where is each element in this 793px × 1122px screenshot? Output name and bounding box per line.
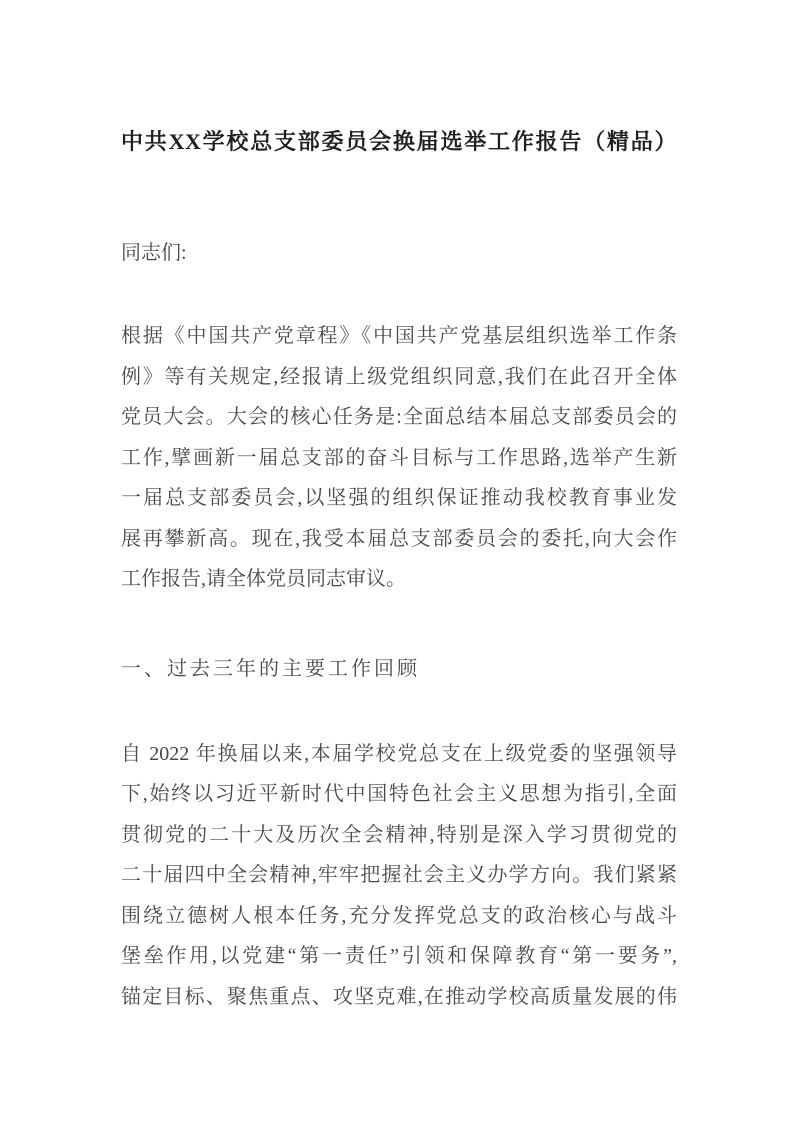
salutation-text: 同志们: — [121, 242, 187, 264]
text-line: 例》等有关规定,经报请上级党组织同意,我们在此召开全体 — [121, 365, 677, 388]
section-heading: 一、过去三年的主要工作回顾 — [121, 657, 420, 680]
text-line: 下,始终以习近平新时代中国特色社会主义思想为指引,全面 — [121, 783, 677, 805]
text-line: 工作,擘画新一届总支部的奋斗目标与工作思路,选举产生新 — [121, 446, 677, 469]
text-line: 二十届四中全会精神,牢牢把握社会主义办学方向。我们紧紧 — [121, 864, 677, 886]
text-line: 锚定目标、聚焦重点、攻坚克难,在推动学校高质量发展的伟 — [121, 985, 677, 1008]
text-line: 一届总支部委员会,以坚强的组织保证推动我校教育事业发 — [121, 487, 677, 509]
document-content — [121, 0, 677, 1017]
intro-paragraph — [121, 316, 677, 600]
text-line: 工作报告,请全体党员同志审议。 — [121, 568, 406, 590]
text-line: 围绕立德树人根本任务,充分发挥党总支的政治核心与战斗 — [121, 904, 677, 927]
text-line: 贯彻党的二十大及历次全会精神,特别是深入学习贯彻党的 — [121, 823, 677, 846]
document-title: 中共XX学校总支部委员会换届选举工作报告（精品） — [121, 129, 677, 154]
section-paragraph — [121, 734, 677, 1018]
text-line: 党员大会。大会的核心任务是:全面总结本届总支部委员会的 — [121, 406, 677, 428]
text-line: 根据《中国共产党章程》《中国共产党基层组织选举工作条 — [121, 325, 677, 347]
text-line: 堡垒作用,以党建“第一责任”引领和保障教育“第一要务”, — [121, 945, 677, 967]
text-line: 展再攀新高。现在,我受本届总支部委员会的委托,向大会作 — [121, 527, 677, 550]
text-line: 自 2022 年换届以来,本届学校党总支在上级党委的坚强领导 — [121, 742, 677, 765]
